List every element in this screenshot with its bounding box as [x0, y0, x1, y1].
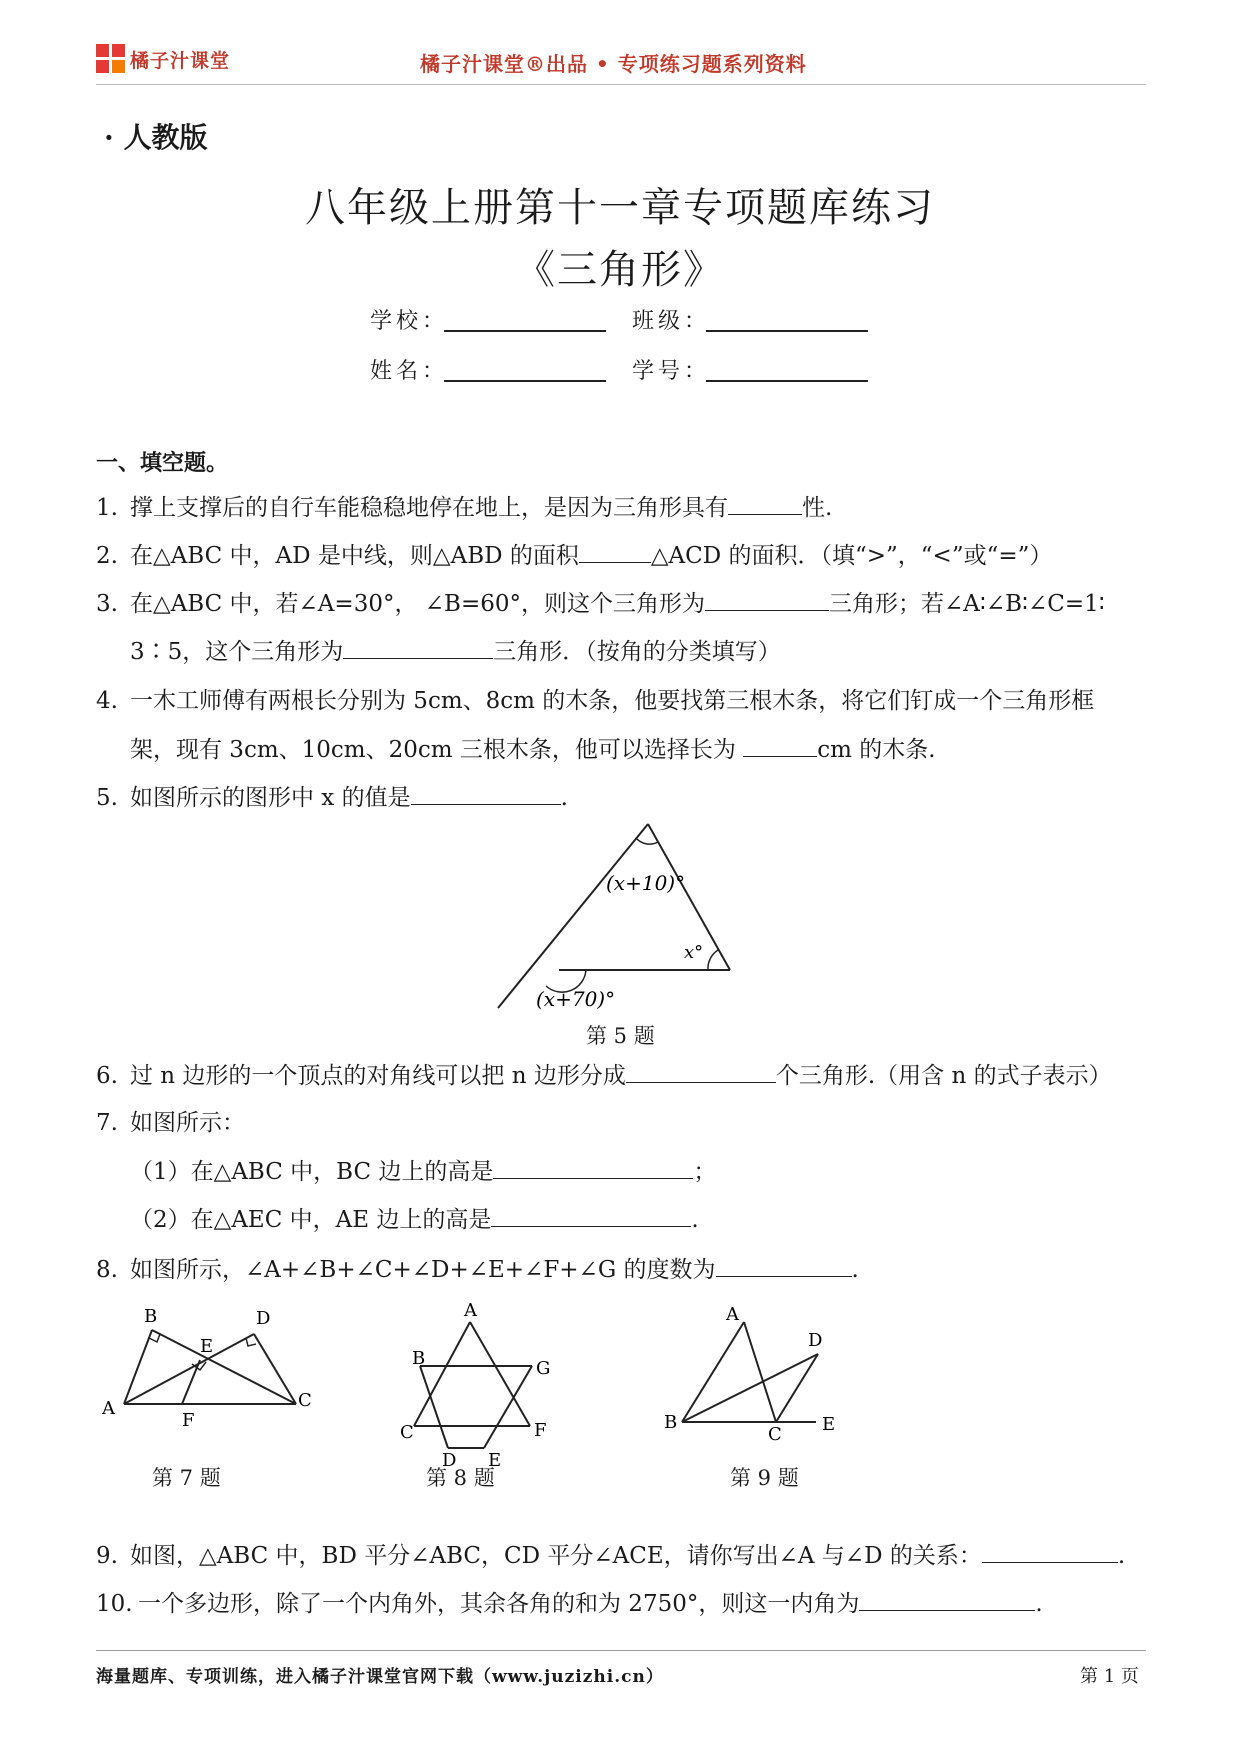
point-label: F	[534, 1420, 547, 1441]
question-9	[96, 1540, 1125, 1571]
answer-blank[interactable]	[728, 492, 802, 515]
segment-AC	[744, 1322, 776, 1422]
point-label: C	[298, 1390, 312, 1411]
question-10	[96, 1588, 1043, 1619]
class-field[interactable]	[706, 330, 868, 332]
point-label: F	[182, 1410, 195, 1430]
question-text: 如图所示：	[130, 1110, 245, 1136]
point-label: E	[200, 1336, 214, 1357]
question-number: 8.	[96, 1257, 118, 1283]
footer-text: 海量题库、专项训练，进入橘子汁课堂官网下载（www.juzizhi.cn）	[96, 1667, 664, 1687]
point-label: D	[256, 1308, 271, 1329]
answer-blank[interactable]	[859, 1588, 1035, 1611]
question-text: cm 的木条.	[817, 737, 936, 763]
question-number: 10.	[96, 1591, 133, 1617]
question-3	[96, 588, 1105, 619]
question-number: 4.	[96, 688, 118, 714]
question-number: 3.	[96, 591, 118, 617]
point-label: B	[412, 1348, 426, 1369]
question-text: 在△ABC 中，若∠A=30°， ∠B=60°，则这个三角形为	[130, 591, 705, 617]
question-text: 3∶5，这个三角形为	[130, 639, 344, 665]
point-label: C	[400, 1422, 414, 1443]
question-text: 一个多边形，除了一个内角外，其余各角的和为 2750°，则这一内角为	[138, 1591, 860, 1617]
question-text: .	[1035, 1591, 1043, 1617]
segment-FE	[182, 1360, 200, 1404]
figure-7-caption: 第 7 题	[152, 1466, 221, 1490]
angle-label-top: (x+10)°	[606, 871, 686, 895]
question-6	[96, 1060, 1112, 1091]
point-label: G	[536, 1358, 551, 1379]
angle-arc	[636, 838, 658, 844]
question-number: 6.	[96, 1063, 118, 1089]
question-number: 2.	[96, 543, 118, 569]
figure-5	[490, 818, 750, 1048]
question-text: （1）在△ABC 中，BC 边上的高是	[130, 1159, 494, 1185]
question-text: .	[691, 1207, 699, 1233]
name-field[interactable]	[444, 380, 606, 382]
question-text: 个三角形.（用含 n 的式子表示）	[775, 1063, 1112, 1089]
question-number: 9.	[96, 1543, 118, 1569]
answer-blank[interactable]	[705, 588, 829, 611]
question-text: 如图所示的图形中 x 的值是	[130, 785, 411, 811]
answer-blank[interactable]	[743, 734, 817, 757]
page-number: 第 1 页	[1080, 1666, 1139, 1687]
segment-AD	[124, 1334, 254, 1404]
question-text: （2）在△AEC 中，AE 边上的高是	[130, 1207, 492, 1233]
question-4-line-2	[130, 734, 936, 765]
point-label: B	[144, 1306, 158, 1327]
question-text: .	[1117, 1543, 1126, 1569]
question-text: 如图，△ABC 中，BD 平分∠ABC，CD 平分∠ACE，请你写出∠A 与∠D 的关系：	[130, 1543, 982, 1569]
question-text: .	[851, 1257, 859, 1283]
page-subtitle: 《三角形》	[515, 247, 725, 293]
page-title: 八年级上册第十一章专项题库练习	[305, 185, 935, 231]
question-text: 如图所示，∠A+∠B+∠C+∠D+∠E+∠F+∠G 的度数为	[130, 1257, 716, 1283]
question-5	[96, 782, 568, 813]
point-label: A	[464, 1300, 477, 1321]
point-label: E	[822, 1414, 836, 1435]
footer-divider	[96, 1650, 1146, 1651]
question-7-part-1	[130, 1156, 716, 1187]
right-angle-mark	[246, 1338, 256, 1346]
point-label: D	[442, 1450, 457, 1470]
figure-5-caption: 第 5 题	[586, 1024, 655, 1048]
header-title: 橘子汁课堂®出品 • 专项练习题系列资料	[420, 52, 807, 76]
answer-blank[interactable]	[491, 1204, 691, 1227]
answer-blank[interactable]	[982, 1540, 1118, 1563]
student-id-field[interactable]	[706, 380, 868, 382]
triangle-side-extended	[498, 824, 648, 1008]
question-text: 三角形．（按角的分类填写）	[493, 639, 781, 665]
answer-blank[interactable]	[493, 1156, 693, 1179]
question-text: 三角形；若∠A∶∠B∶∠C=1∶	[828, 591, 1105, 617]
point-label: D	[808, 1330, 823, 1351]
question-4	[96, 686, 1094, 716]
figure-8	[380, 1300, 580, 1470]
segment-AF	[470, 1322, 530, 1426]
angle-label-right: x°	[684, 942, 704, 963]
edition-label: · 人教版	[104, 121, 208, 154]
figure-8-caption: 第 8 题	[426, 1466, 495, 1490]
question-text: 过 n 边形的一个顶点的对角线可以把 n 边形分成	[130, 1063, 626, 1089]
class-label: 班级：	[632, 309, 711, 334]
brand-name: 橘子汁课堂	[130, 50, 231, 72]
segment-AB	[124, 1330, 152, 1404]
figure-9-caption: 第 9 题	[730, 1466, 799, 1490]
student-id-label: 学号：	[632, 359, 711, 384]
angle-arc	[708, 950, 718, 970]
question-text: 一木工师傅有两根长分别为 5cm、8cm 的木条，他要找第三根木条，将它们钉成一个三角形框	[130, 688, 1095, 714]
question-text: 在△ABC 中，AD 是中线，则△ABD 的面积	[130, 543, 579, 569]
question-number: 5.	[96, 785, 118, 811]
figure-7	[96, 1300, 326, 1430]
question-text: ；	[693, 1159, 717, 1185]
school-label: 学校：	[370, 309, 449, 334]
answer-blank[interactable]	[411, 782, 561, 805]
question-2	[96, 540, 1052, 571]
segment-GE	[484, 1366, 532, 1448]
answer-blank[interactable]	[579, 540, 651, 563]
point-label: B	[664, 1412, 678, 1433]
question-8	[96, 1254, 859, 1285]
question-text: 架，现有 3cm、10cm、20cm 三根木条，他可以选择长为	[130, 737, 744, 763]
answer-blank[interactable]	[716, 1254, 852, 1277]
point-label: C	[768, 1424, 782, 1445]
question-text: 撑上支撑后的自行车能稳稳地停在地上，是因为三角形具有	[130, 495, 728, 521]
question-text: △ACD 的面积．（填“>”，“<”或“=”）	[650, 543, 1053, 569]
point-label: A	[102, 1398, 115, 1419]
question-number: 1.	[96, 495, 118, 521]
question-7	[96, 1108, 245, 1138]
answer-blank[interactable]	[626, 1060, 776, 1083]
question-7-part-2	[130, 1204, 699, 1235]
angle-label-bottom: (x+70)°	[536, 987, 616, 1011]
point-label: E	[488, 1450, 502, 1470]
header-divider	[96, 84, 1146, 85]
name-label: 姓名：	[370, 359, 449, 384]
question-text: 性.	[802, 495, 833, 521]
question-3-line-2	[130, 636, 781, 667]
point-label: A	[726, 1306, 739, 1325]
section-title: 一、填空题。	[96, 450, 229, 476]
answer-blank[interactable]	[343, 636, 493, 659]
question-1	[96, 492, 832, 523]
question-number: 7.	[96, 1110, 118, 1136]
brand-logo-icon	[96, 44, 126, 74]
school-field[interactable]	[444, 330, 606, 332]
question-text: .	[560, 785, 568, 811]
figure-9	[660, 1306, 860, 1446]
